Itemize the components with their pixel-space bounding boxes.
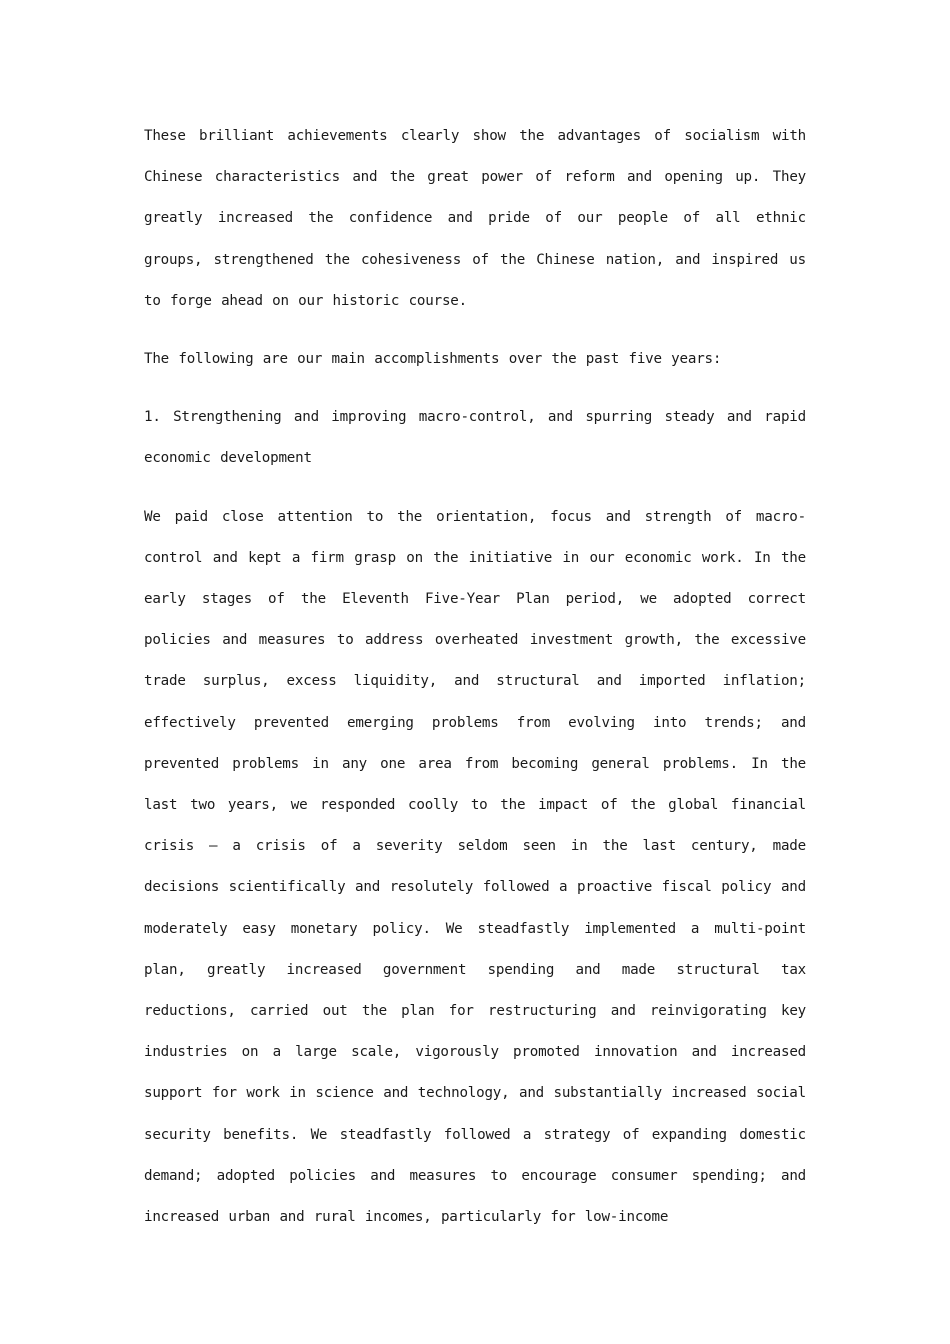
paragraph-accomplishments-intro: The following are our main accomplishments over the past five years: [144,351,722,368]
document-body [144,116,806,1255]
section-heading-macro-control: 1. Strengthening and improving macro-control, and spurring steady and rapid economic development [144,409,806,467]
paragraph-macro-control: We paid close attention to the orientation, focus and strength of macro-control and kept a firm grasp on the initiative in our economic work. In the early stages of the Eleventh Five-Year Plan period, we adopted correct policies and measures to address overheated investment growth, the excessive trade surplus, excess liquidity, and structural and imported inflation; effectively prevented emerging problems from evolving into trends; and prevented problems in any one area from becoming general problems. In the last two years, we responded coolly to the impact of the global financial crisis – a crisis of a severity seldom seen in the last century, made decisions scientifically and resolutely followed a proactive fiscal policy and moderately easy monetary policy. We steadfastly implemented a multi-point plan, greatly increased government spending and made structural tax reductions, carried out the plan for restructuring and reinvigorating key industries on a large scale, vigorously promoted innovation and increased support for work in science and technology, and substantially increased social security benefits. We steadfastly followed a strategy of expanding domestic demand; adopted policies and measures to encourage consumer spending; and increased urban and rural incomes, particularly for low-income [144,508,806,1226]
paragraph-achievements: These brilliant achievements clearly show the advantages of socialism with Chinese characteristics and the great power of reform and opening up. They greatly increased the confidence and pride of our people of all ethnic groups, strengthened the cohesiveness of the Chinese nation, and inspired us to forge ahead on our historic course. [144,128,806,309]
